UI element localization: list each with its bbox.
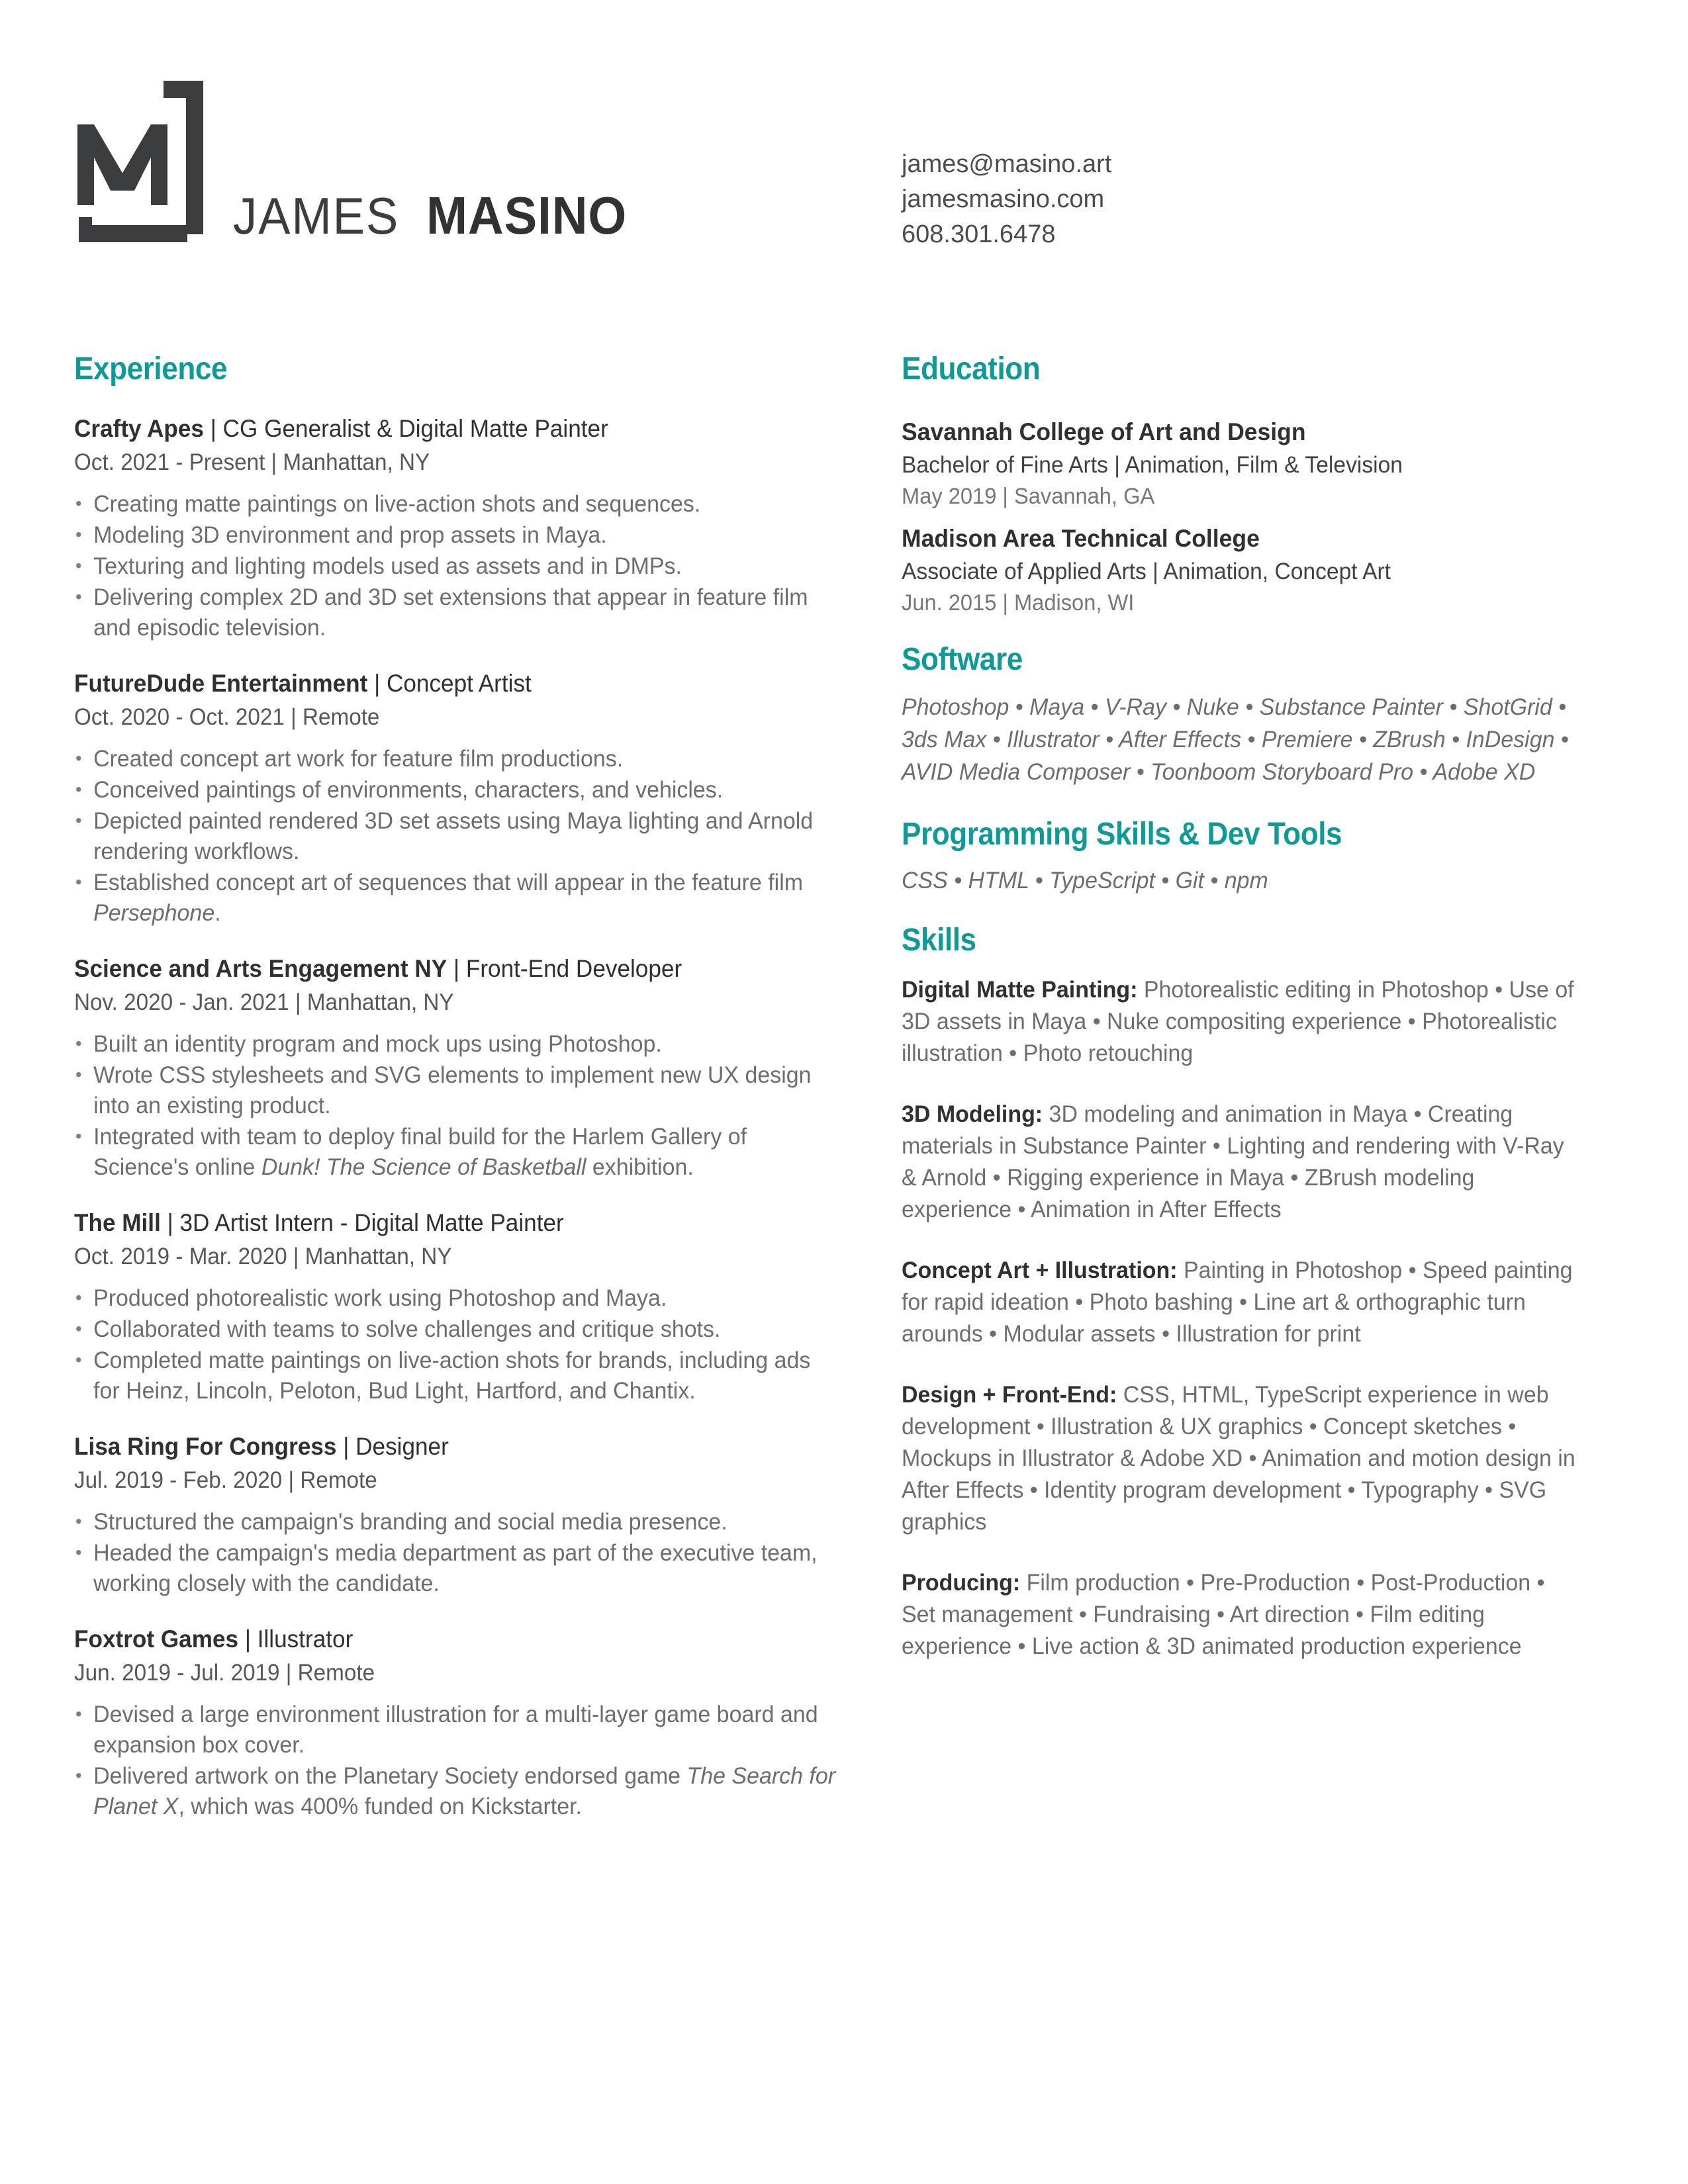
section-heading-education: Education — [902, 351, 1041, 387]
skill-body: 3D modeling and animation in Maya • Creating materials in Substance Painter • Lighting and rendering with V-Ray & Arnold • Rigging experience in Maya • ZBrush modeling experience • Animation in After Effects — [902, 1101, 1564, 1222]
education-entry — [902, 415, 1603, 512]
skill-block — [902, 1099, 1582, 1226]
job-title — [74, 667, 823, 700]
bullet-item: • Creating matte paintings on live-action shots and sequences. — [74, 489, 838, 520]
education-entry — [902, 522, 1603, 619]
full-name — [233, 185, 642, 245]
education-school: Madison Area Technical College — [902, 525, 1260, 552]
bullet-item: • Texturing and lighting models used as assets and in DMPs. — [74, 551, 838, 582]
skill-body: Photorealistic editing in Photoshop • Use of 3D assets in Maya • Nuke compositing experience • Photorealistic illustration • Photo retouching — [902, 977, 1574, 1066]
bullet-item: • Produced photorealistic work using Photoshop and Maya. — [74, 1283, 838, 1314]
job-role: Front-End Developer — [465, 955, 682, 982]
bullet-item: • Completed matte paintings on live-action shots for brands, including ads for Heinz, Lincoln, Peloton, Bud Light, Hartford, and Chantix. — [74, 1345, 838, 1406]
section-heading-software: Software — [902, 642, 1023, 677]
job-role: CG Generalist & Digital Matte Painter — [222, 415, 608, 442]
education-meta: Jun. 2015 | Madison, WI — [902, 590, 1135, 615]
bullet-item: • Created concept art work for feature film productions. — [74, 744, 838, 774]
job-separator: | — [160, 1209, 180, 1236]
job-entry — [74, 667, 862, 929]
bullet-item: • Conceived paintings of environments, characters, and vehicles. — [74, 775, 838, 805]
job-title — [74, 1623, 823, 1656]
job-role: Concept Artist — [386, 670, 532, 697]
skill-body: CSS, HTML, TypeScript experience in web development • Illustration & UX graphics • Concept sketches • Mockups in Illustrator & Adobe XD • Animation and motion design in After Effects • Identity program development • Typography • SVG graphics — [902, 1382, 1575, 1535]
skills-list — [902, 974, 1603, 1662]
skill-label: 3D Modeling: — [902, 1101, 1043, 1127]
job-meta: Oct. 2021 - Present | Manhattan, NY — [74, 449, 430, 475]
job-bullets — [74, 744, 862, 929]
bullet-item: • Delivered artwork on the Planetary Society endorsed game The Search for Planet X, which was 400% funded on Kickstarter. — [74, 1761, 838, 1822]
website-text[interactable]: jamesmasino.com — [902, 185, 1105, 213]
job-role: 3D Artist Intern - Digital Matte Painter — [179, 1209, 564, 1236]
software-list: Photoshop • Maya • V-Ray • Nuke • Substance Painter • ShotGrid • 3ds Max • Illustrator • After Effects • Premiere • ZBrush • InDesign • AVID Media Composer • Toonboom Storyboard Pro • Adobe XD — [902, 694, 1569, 785]
job-entry — [74, 952, 862, 1183]
job-meta: Jul. 2019 - Feb. 2020 | Remote — [74, 1467, 377, 1493]
skill-block — [902, 1255, 1582, 1350]
job-title — [74, 1206, 823, 1240]
education-list — [902, 415, 1603, 619]
email-text[interactable]: james@masino.art — [902, 150, 1112, 178]
job-bullets — [74, 1700, 862, 1822]
skill-label: Concept Art + Illustration: — [902, 1257, 1178, 1283]
skill-body: Film production • Pre-Production • Post-Production • Set management • Fundraising • Art direction • Film editing experience • Live action & 3D animated production experience — [902, 1570, 1545, 1659]
section-heading-experience: Experience — [74, 351, 228, 387]
bullet-item: • Modeling 3D environment and prop assets in Maya. — [74, 520, 838, 551]
job-separator: | — [238, 1625, 258, 1653]
bullet-item: • Devised a large environment illustration for a multi-layer game board and expansion box cover. — [74, 1700, 838, 1760]
skill-label: Design + Front-End: — [902, 1382, 1117, 1408]
education-degree: Associate of Applied Arts | Animation, Concept Art — [902, 559, 1391, 584]
job-separator: | — [367, 670, 387, 697]
education-school: Savannah College of Art and Design — [902, 418, 1306, 445]
job-title — [74, 952, 823, 985]
job-list — [74, 412, 862, 1822]
job-company: FutureDude Entertainment — [74, 670, 368, 697]
job-entry — [74, 1206, 862, 1406]
job-bullets — [74, 1283, 862, 1406]
bullet-item: • Established concept art of sequences that will appear in the feature film Persephone. — [74, 868, 838, 929]
job-meta: Nov. 2020 - Jan. 2021 | Manhattan, NY — [74, 989, 454, 1015]
bullet-item: • Collaborated with teams to solve challenges and critique shots. — [74, 1314, 838, 1345]
job-company: Crafty Apes — [74, 415, 204, 442]
job-separator: | — [203, 415, 223, 442]
job-title — [74, 412, 823, 445]
job-title — [74, 1430, 823, 1463]
bullet-item: • Built an identity program and mock ups using Photoshop. — [74, 1029, 838, 1060]
contact-info — [902, 147, 1111, 252]
job-entry — [74, 1623, 862, 1822]
first-name: JAMES — [233, 187, 400, 245]
education-meta: May 2019 | Savannah, GA — [902, 484, 1155, 509]
job-entry — [74, 1430, 862, 1599]
experience-column — [74, 351, 862, 1846]
job-separator: | — [447, 955, 466, 982]
resume-header — [0, 0, 1688, 291]
skill-block — [902, 1567, 1582, 1662]
job-meta: Oct. 2020 - Oct. 2021 | Remote — [74, 704, 380, 730]
job-bullets — [74, 1029, 862, 1183]
bullet-item: • Wrote CSS stylesheets and SVG elements to implement new UX design into an existing product. — [74, 1060, 838, 1121]
job-bullets — [74, 489, 862, 643]
section-heading-skills: Skills — [902, 923, 976, 958]
education-degree: Bachelor of Fine Arts | Animation, Film & Television — [902, 452, 1403, 478]
jm-monogram-logo — [63, 78, 205, 244]
job-role: Illustrator — [257, 1625, 353, 1653]
job-separator: | — [336, 1433, 356, 1460]
job-company: Lisa Ring For Congress — [74, 1433, 337, 1460]
job-meta: Oct. 2019 - Mar. 2020 | Manhattan, NY — [74, 1244, 452, 1269]
bullet-item: • Delivering complex 2D and 3D set extensions that appear in feature film and episodic television. — [74, 582, 838, 643]
section-heading-programming: Programming Skills & Dev Tools — [902, 817, 1342, 852]
skill-block — [902, 974, 1582, 1069]
phone-text[interactable]: 608.301.6478 — [902, 220, 1056, 248]
bullet-item: • Integrated with team to deploy final build for the Harlem Gallery of Science's online Dunk! The Science of Basketball exhibition. — [74, 1122, 838, 1183]
bullet-item: • Structured the campaign's branding and social media presence. — [74, 1507, 838, 1537]
job-bullets — [74, 1507, 862, 1599]
skill-block — [902, 1379, 1582, 1538]
skill-label: Digital Matte Painting: — [902, 977, 1138, 1003]
programming-list: CSS • HTML • TypeScript • Git • npm — [902, 868, 1268, 893]
job-company: Science and Arts Engagement NY — [74, 955, 447, 982]
job-meta: Jun. 2019 - Jul. 2019 | Remote — [74, 1660, 375, 1686]
sidebar-column — [902, 351, 1603, 1692]
job-role: Designer — [355, 1433, 449, 1460]
skill-body: Painting in Photoshop • Speed painting for rapid ideation • Photo bashing • Line art & orthographic turn arounds • Modular assets • Illustration for print — [902, 1257, 1573, 1347]
job-company: Foxtrot Games — [74, 1625, 239, 1653]
bullet-item: • Depicted painted rendered 3D set assets using Maya lighting and Arnold rendering workflows. — [74, 806, 838, 867]
job-entry — [74, 412, 862, 643]
bullet-item: • Headed the campaign's media department as part of the executive team, working closely with the candidate. — [74, 1538, 838, 1599]
skill-label: Producing: — [902, 1570, 1021, 1596]
job-company: The Mill — [74, 1209, 161, 1236]
last-name: MASINO — [426, 186, 628, 245]
